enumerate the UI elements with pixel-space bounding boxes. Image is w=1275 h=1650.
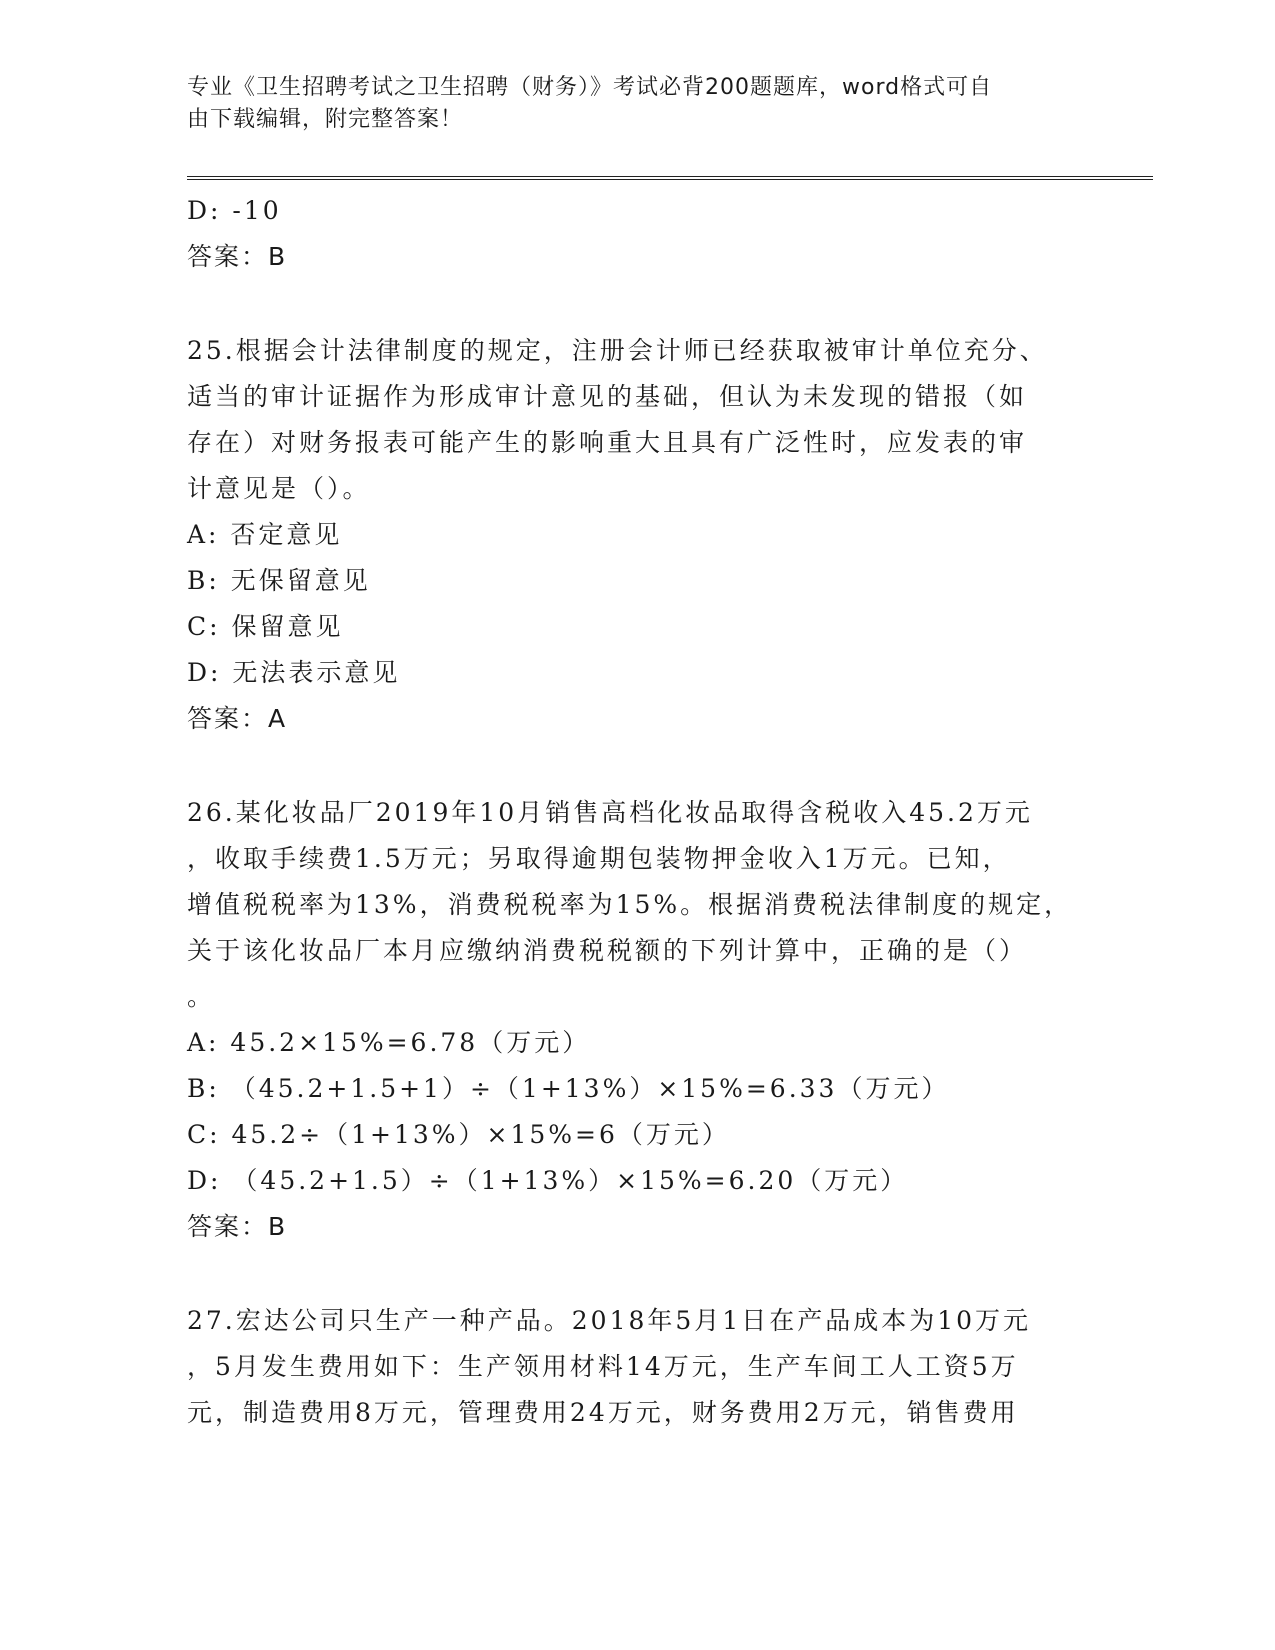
prev-answer: 答案：B <box>187 242 288 271</box>
stem-line: ，收取手续费1.5万元；另取得逾期包装物押金收入1万元。已知， <box>187 844 1011 873</box>
question-25-option-d: D: 无法表示意见 <box>187 658 401 687</box>
question-25-option-b: B: 无保留意见 <box>187 566 371 595</box>
spacer <box>187 742 1067 790</box>
stem-line: 元，制造费用8万元，管理费用24万元，财务费用2万元，销售费用 <box>187 1398 1019 1427</box>
stem-line: 。 <box>187 982 216 1011</box>
stem-line: ，5月发生费用如下：生产领用材料14万元，生产车间工人工资5万 <box>187 1352 1019 1381</box>
question-26-answer: 答案：B <box>187 1212 288 1241</box>
question-25-option-c: C: 保留意见 <box>187 612 344 641</box>
question-25-option-a: A: 否定意见 <box>187 520 343 549</box>
document-header <box>187 72 1067 136</box>
stem-line: 26.某化妆品厂2019年10月销售高档化妆品取得含税收入45.2万元 <box>187 798 1033 827</box>
question-26-stem <box>187 790 1073 1020</box>
prev-option-d: D: -10 <box>187 196 282 225</box>
stem-line: 25.根据会计法律制度的规定，注册会计师已经获取被审计单位充分、 <box>187 336 1048 365</box>
question-26-option-a: A: 45.2×15%=6.78（万元） <box>187 1028 591 1057</box>
header-line-1: 专业《卫生招聘考试之卫生招聘（财务）》考试必背200题题库，word格式可自 <box>187 75 993 100</box>
question-25-stem <box>187 328 1067 512</box>
stem-line: 27.宏达公司只生产一种产品。2018年5月1日在产品成本为10万元 <box>187 1306 1032 1335</box>
stem-line: 存在）对财务报表可能产生的影响重大且具有广泛性时，应发表的审 <box>187 428 1028 457</box>
header-line-2: 由下载编辑，附完整答案！ <box>187 107 464 132</box>
question-26-option-d: D: （45.2+1.5）÷（1+13%）×15%=6.20（万元） <box>187 1166 909 1195</box>
stem-line: 适当的审计证据作为形成审计意见的基础，但认为未发现的错报（如 <box>187 382 1028 411</box>
question-25-answer: 答案：A <box>187 704 288 733</box>
question-26-option-b: B: （45.2+1.5+1）÷（1+13%）×15%=6.33（万元） <box>187 1074 950 1103</box>
question-27-stem <box>187 1298 1067 1436</box>
stem-line: 增值税税率为13%，消费税税率为15%。根据消费税法律制度的规定， <box>187 890 1073 919</box>
spacer <box>187 280 1067 328</box>
question-26-option-c: C: 45.2÷（1+13%）×15%=6（万元） <box>187 1120 730 1149</box>
spacer <box>187 1250 1067 1298</box>
stem-line: 计意见是（）。 <box>187 474 371 503</box>
header-divider <box>187 176 1153 180</box>
stem-line: 关于该化妆品厂本月应缴纳消费税税额的下列计算中，正确的是（） <box>187 936 1028 965</box>
document-body <box>187 188 1073 1436</box>
